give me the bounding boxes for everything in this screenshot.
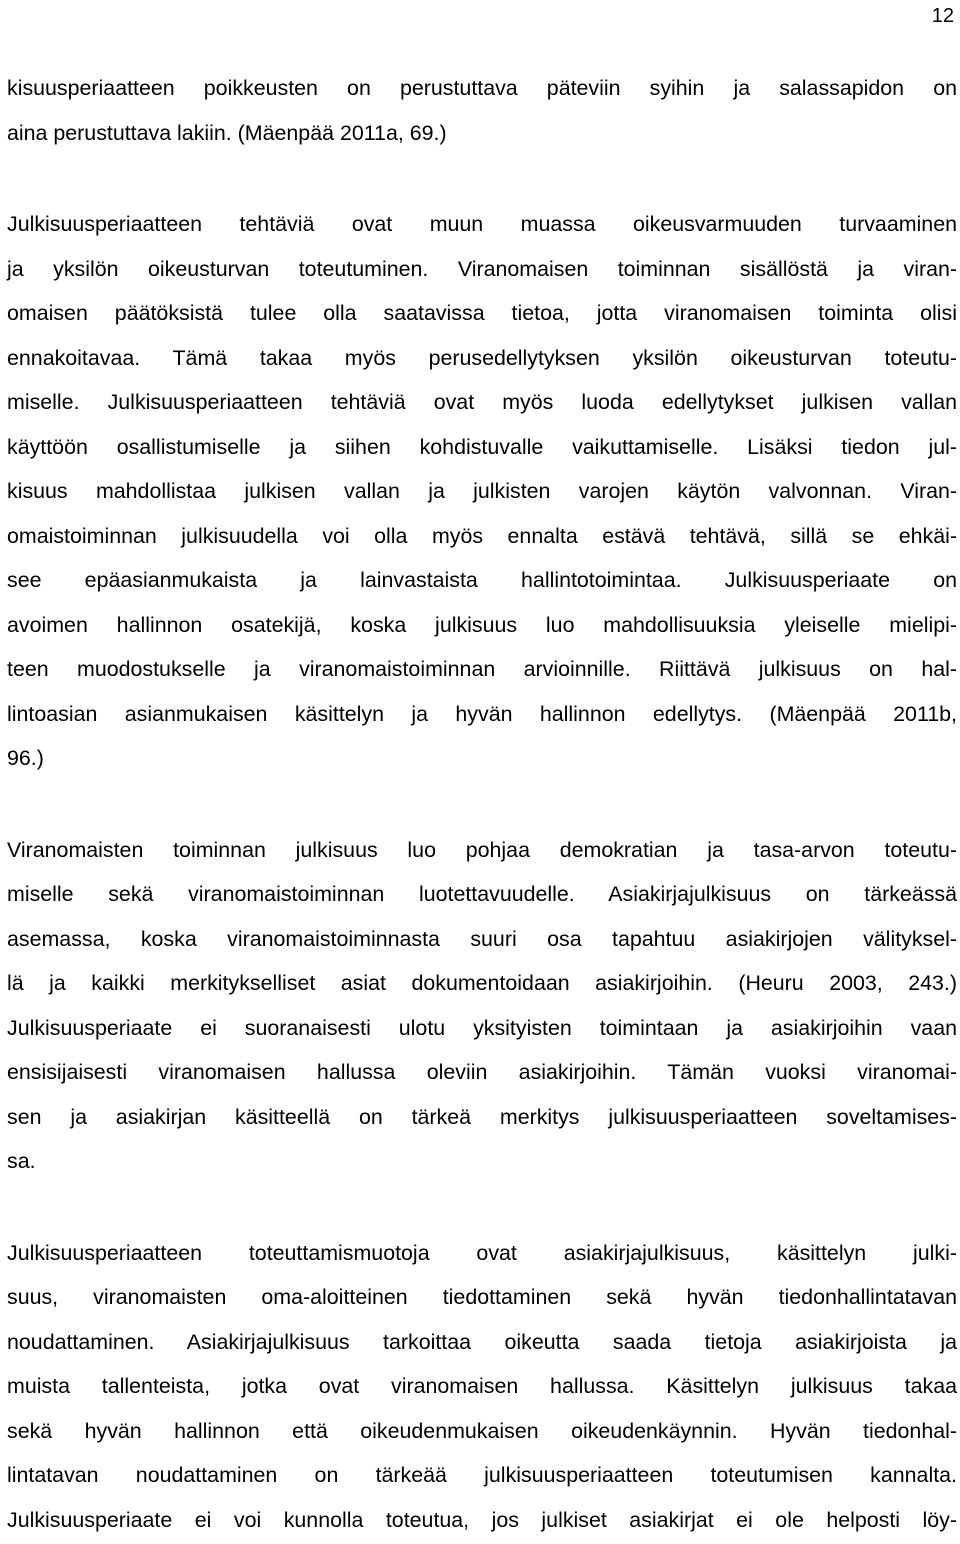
text-line: omaisen päätöksistä tulee olla saatavissa tietoa, jotta viranomaisen toiminta olisi bbox=[7, 301, 957, 325]
document-body bbox=[7, 66, 957, 1542]
text-line: suus, viranomaisten oma-aloitteinen tiedottaminen sekä hyvän tiedonhallintatavan bbox=[7, 1285, 957, 1309]
text-line: muista tallenteista, jotka ovat viranomaisen hallussa. Käsittelyn julkisuus takaa bbox=[7, 1374, 957, 1398]
paragraph bbox=[7, 66, 957, 155]
text-line: Julkisuusperiaate ei voi kunnolla toteutua, jos julkiset asiakirjat ei ole helposti löy- bbox=[7, 1507, 957, 1532]
text-line: miselle. Julkisuusperiaatteen tehtäviä ovat myös luoda edellytykset julkisen vallan bbox=[7, 390, 957, 414]
text-line: lintoasian asianmukaisen käsittelyn ja hyvän hallinnon edellytys. (Mäenpää 2011b, bbox=[7, 701, 957, 726]
text-line: 96.) bbox=[7, 746, 44, 770]
text-line: ennakoitavaa. Tämä takaa myös perusedellytyksen yksilön oikeusturvan toteutu- bbox=[7, 345, 957, 370]
text-line: sekä hyvän hallinnon että oikeudenmukaisen oikeudenkäynnin. Hyvän tiedonhal- bbox=[7, 1418, 957, 1443]
text-line: asemassa, koska viranomaistoiminnasta suuri osa tapahtuu asiakirjojen välityksel- bbox=[7, 926, 957, 951]
paragraph bbox=[7, 202, 957, 781]
text-line: sen ja asiakirjan käsitteellä on tärkeä merkitys julkisuusperiaatteen soveltamises- bbox=[7, 1104, 957, 1129]
text-line: omaistoiminnan julkisuudella voi olla myös ennalta estävä tehtävä, sillä se ehkäi- bbox=[7, 523, 957, 548]
text-line: miselle sekä viranomaistoiminnan luotettavuudelle. Asiakirjajulkisuus on tärkeässä bbox=[7, 882, 957, 906]
text-line: see epäasianmukaista ja lainvastaista hallintotoimintaa. Julkisuusperiaate on bbox=[7, 568, 957, 592]
text-line: ensisijaisesti viranomaisen hallussa oleviin asiakirjoihin. Tämän vuoksi viranomai- bbox=[7, 1060, 957, 1084]
text-line: avoimen hallinnon osatekijä, koska julkisuus luo mahdollisuuksia yleiselle mielipi- bbox=[7, 612, 957, 637]
text-line: Julkisuusperiaatteen toteuttamismuotoja ovat asiakirjajulkisuus, käsittelyn julki- bbox=[7, 1240, 957, 1265]
page-number: 12 bbox=[931, 5, 954, 27]
text-line: noudattaminen. Asiakirjajulkisuus tarkoittaa oikeutta saada tietoja asiakirjoista ja bbox=[7, 1329, 957, 1354]
text-line: Julkisuusperiaate ei suoranaisesti ulotu yksityisten toimintaan ja asiakirjoihin vaan bbox=[7, 1015, 957, 1040]
text-line: kisuusperiaatteen poikkeusten on perustuttava päteviin syihin ja salassapidon on bbox=[7, 76, 957, 100]
text-line: ja yksilön oikeusturvan toteutuminen. Viranomaisen toiminnan sisällöstä ja viran- bbox=[7, 256, 957, 281]
text-line: lä ja kaikki merkitykselliset asiat dokumentoidaan asiakirjoihin. (Heuru 2003, 243.) bbox=[7, 971, 957, 995]
paragraph bbox=[7, 1231, 957, 1543]
paragraph bbox=[7, 828, 957, 1184]
text-line: Viranomaisten toiminnan julkisuus luo pohjaa demokratian ja tasa-arvon toteutu- bbox=[7, 837, 957, 862]
text-line: lintatavan noudattaminen on tärkeää julkisuusperiaatteen toteutumisen kannalta. bbox=[7, 1463, 957, 1487]
text-line: käyttöön osallistumiselle ja siihen kohdistuvalle vaikuttamiselle. Lisäksi tiedon jul- bbox=[7, 434, 957, 459]
text-line: kisuus mahdollistaa julkisen vallan ja julkisten varojen käytön valvonnan. Viran- bbox=[7, 479, 957, 503]
text-line: sa. bbox=[7, 1149, 36, 1173]
text-line: teen muodostukselle ja viranomaistoiminnan arvioinnille. Riittävä julkisuus on hal- bbox=[7, 657, 957, 681]
text-line: aina perustuttava lakiin. (Mäenpää 2011a, 69.) bbox=[7, 120, 447, 145]
text-line: Julkisuusperiaatteen tehtäviä ovat muun muassa oikeusvarmuuden turvaaminen bbox=[7, 212, 957, 236]
